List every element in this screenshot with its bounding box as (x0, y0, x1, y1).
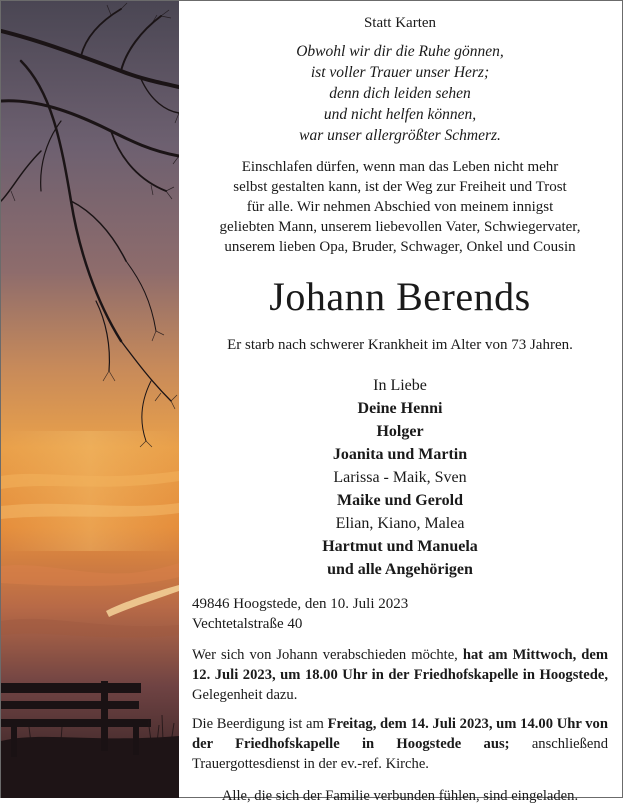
sunset-bench-photo (1, 1, 179, 798)
farewell-text-end: Gelegenheit dazu. (192, 687, 298, 703)
poem-line: war unser allergrößter Schmerz. (299, 127, 501, 144)
street-address: Vechtetalstraße 40 (192, 616, 303, 632)
deceased-name: Johann Berends (269, 274, 531, 319)
funeral-time-place: Freitag, dem 14. Juli 2023, um 14.00 Uhr von der Friedhofskapelle in Hoogstede aus; (192, 716, 608, 752)
death-note: Er starb nach schwerer Krankheit im Alter von 73 Jahren. (227, 337, 573, 353)
poem-line: ist voller Trauer unser Herz; (310, 64, 490, 81)
family-line: Larissa - Maik, Sven (333, 469, 467, 486)
place-and-address (192, 594, 608, 634)
family-signatures (192, 374, 608, 581)
poem-line: und nicht helfen können, (323, 106, 477, 123)
intro-line: geliebten Mann, unserem liebevollen Vater, Schwiegervater, (219, 219, 581, 235)
intro-line: Einschlafen dürfen, wenn man das Leben nicht mehr (241, 159, 559, 175)
funeral-text-end: anschließend Trauergottesdienst in der ev.-ref. Kirche. (192, 736, 608, 772)
family-line: Hartmut und Manuela (322, 538, 478, 555)
family-line: und alle Angehörigen (327, 561, 473, 578)
funeral-text: Die Beerdigung ist am (192, 716, 324, 732)
notice-text-column (192, 14, 608, 806)
family-line: Elian, Kiano, Malea (335, 515, 465, 532)
intro-line: selbst gestalten kann, ist der Weg zur Freiheit und Trost (233, 179, 567, 195)
family-line: Holger (376, 423, 424, 440)
farewell-paragraph (192, 645, 608, 705)
farewell-text: Wer sich von Johann verabschieden möchte, (192, 647, 458, 663)
family-line: Deine Henni (357, 400, 443, 417)
family-line: Maike und Gerold (337, 492, 463, 509)
intro-line: unserem lieben Opa, Bruder, Schwager, Onkel und Cousin (224, 239, 576, 255)
place-date: 49846 Hoogstede, den 10. Juli 2023 (192, 596, 409, 612)
farewell-time-place: hat am Mittwoch, dem 12. Juli 2023, um 18.00 Uhr in der Friedhofskapelle in Hoogstede, (192, 647, 608, 683)
family-line: Joanita und Martin (332, 446, 468, 463)
intro-text (192, 157, 608, 257)
in-love-label: In Liebe (373, 377, 427, 394)
header-statt-karten: Statt Karten (363, 15, 437, 31)
poem (192, 41, 608, 146)
poem-line: denn dich leiden sehen (329, 85, 471, 102)
closing-invitation: Alle, die sich der Familie verbunden fühlen, sind eingeladen. (221, 788, 579, 804)
poem-line: Obwohl wir dir die Ruhe gönnen, (296, 43, 504, 60)
intro-line: für alle. Wir nehmen Abschied von meinem innigst (246, 199, 554, 215)
funeral-paragraph (192, 714, 608, 774)
